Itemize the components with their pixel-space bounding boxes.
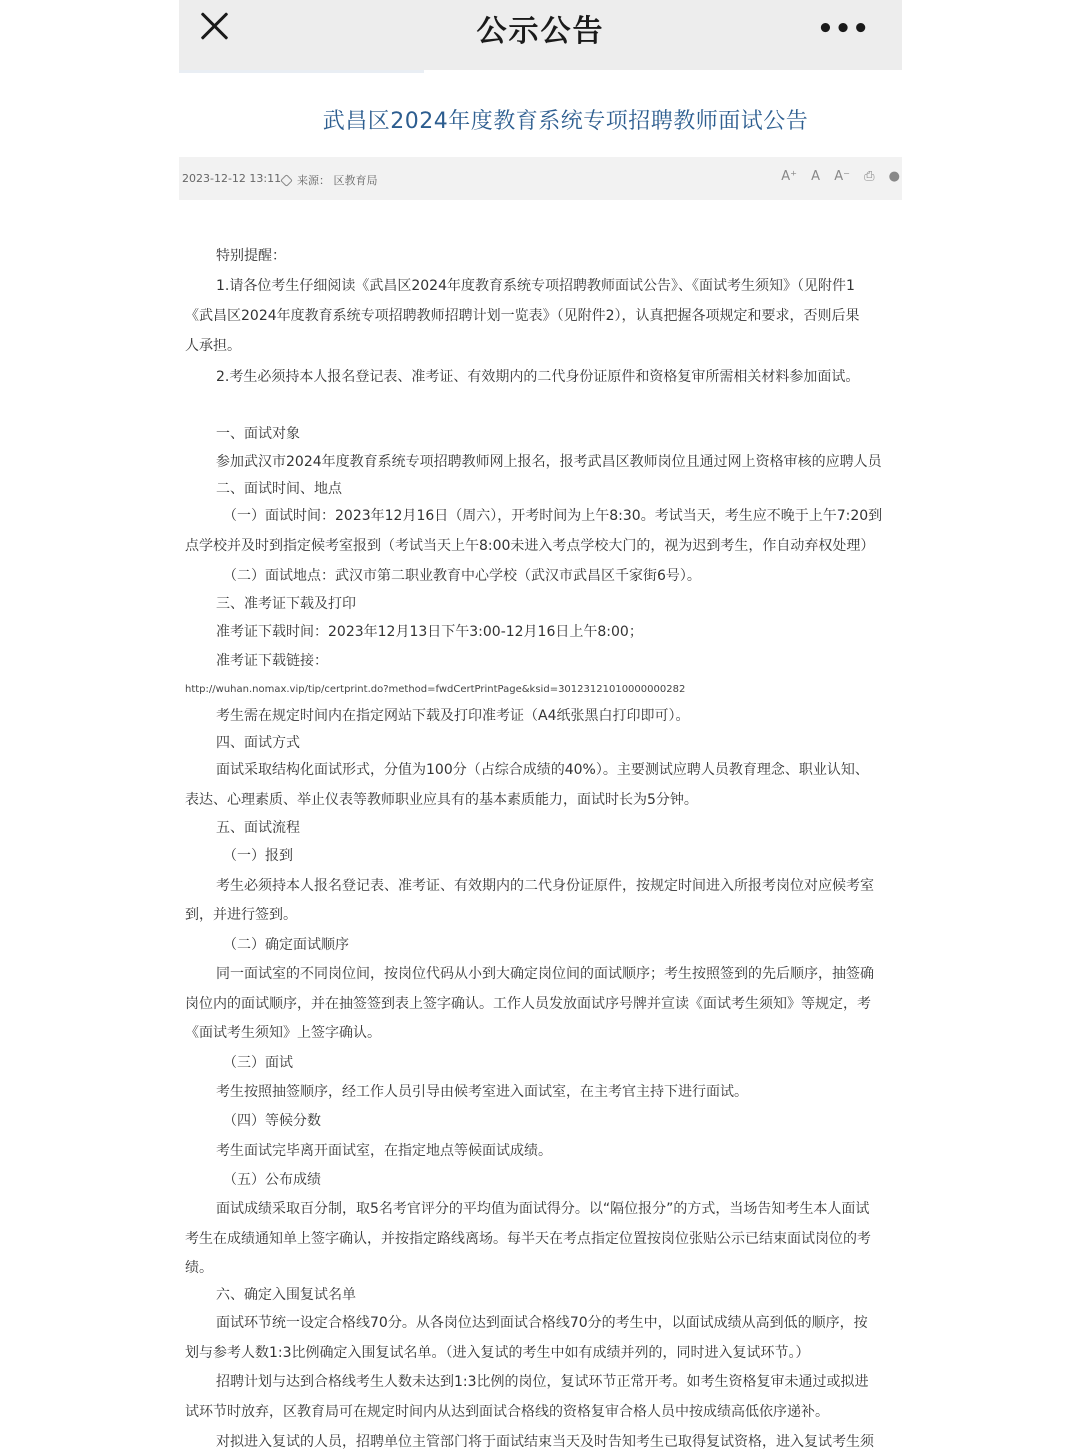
download-link[interactable]: http://wuhan.nomax.vip/tip/certprint.do?method=fwdCertPrintPage&ksid=30123121010000000282 [185, 684, 686, 695]
sub-heading: （二）确定面试顺序 [223, 937, 349, 953]
paragraph: 参加武汉市2024年度教育系统专项招聘教师网上报名，报考武昌区教师岗位且通过网上资格审核的应聘人员 [216, 454, 882, 470]
sub-heading: （一）报到 [223, 848, 293, 864]
paragraph: 面试成绩采取百分制，取5名考官评分的平均值为面试得分。以“隔位报分”的方式，当场告知考生本人面试 [216, 1201, 870, 1217]
paragraph: 招聘计划与达到合格线考生人数未达到1:3比例的岗位，复试环节正常开考。如考生资格复审未通过或拟进 [216, 1374, 869, 1390]
paragraph: （一）面试时间：2023年12月16日（周六），开考时间为上午8:30。考试当天，考生应不晚于上午7:20到 [223, 508, 883, 524]
paragraph: 面试环节统一设定合格线70分。从各岗位达到面试合格线70分的考生中，以面试成绩从高到低的顺序，按 [216, 1315, 868, 1331]
top-navigation-bar [179, 0, 902, 70]
source-label: 来源： [297, 174, 330, 187]
font-default-icon[interactable]: A [811, 169, 821, 184]
loading-progress-bar [179, 70, 424, 73]
article-meta-bar [179, 157, 902, 200]
section-heading: 四、面试方式 [216, 735, 300, 751]
print-icon[interactable]: ⎙ [864, 169, 875, 184]
paragraph: 2.考生必须持本人报名登记表、准考证、有效期内的二代身份证原件和资格复审所需相关材料参加面试。 [216, 369, 860, 385]
paragraph: （二）面试地点：武汉市第二职业教育中心学校（武汉市武昌区千家街6号）。 [223, 568, 701, 584]
section-heading: 六、确定入围复试名单 [216, 1287, 356, 1303]
sub-heading: （四）等候分数 [223, 1113, 321, 1129]
page-title: 公示公告 [476, 14, 605, 49]
source-name: 区教育局 [333, 174, 378, 187]
paragraph: 考生按照抽签顺序，经工作人员引导由候考室进入面试室，在主考官主持下进行面试。 [216, 1084, 748, 1100]
paragraph: 《武昌区2024年度教育系统专项招聘教师招聘计划一览表》（见附件2），认真把握各项规定和要求，否则后果 [185, 308, 860, 324]
paragraph: 准考证下载链接： [216, 653, 328, 669]
section-heading: 一、面试对象 [216, 426, 300, 442]
paragraph: 考生需在规定时间内在指定网站下载及打印准考证（A4纸张黑白打印即可）。 [216, 708, 690, 724]
sub-heading: （三）面试 [223, 1055, 293, 1071]
phone-screen [179, 0, 902, 1450]
paragraph: 表达、心理素质、举止仪表等教师职业应具有的基本素质能力，面试时长为5分钟。 [185, 792, 698, 808]
paragraph: 同一面试室的不同岗位间，按岗位代码从小到大确定岗位间的面试顺序；考生按照签到的先后顺序，抽签确 [216, 966, 874, 982]
paperclip-icon [280, 174, 293, 187]
publish-date: 2023-12-12 13:11 [182, 172, 282, 185]
wechat-share-icon[interactable]: ● [888, 169, 900, 184]
paragraph: 人承担。 [185, 338, 241, 354]
paragraph: 特别提醒： [216, 248, 286, 264]
paragraph: 到，并进行签到。 [185, 907, 297, 923]
paragraph: 《面试考生须知》上签字确认。 [185, 1025, 381, 1041]
paragraph: 试环节时放弃，区教育局可在规定时间内从达到面试合格线的资格复审合格人员中按成绩高低依序递补。 [185, 1404, 829, 1420]
paragraph: 划与参考人数1:3比例确定入围复试名单。（进入复试的考生中如有成绩并列的，同时进入复试环节。） [185, 1345, 810, 1361]
paragraph: 考生必须持本人报名登记表、准考证、有效期内的二代身份证原件，按规定时间进入所报考岗位对应候考室 [216, 878, 874, 894]
paragraph: 面试采取结构化面试形式，分值为100分（占综合成绩的40%）。主要测试应聘人员教育理念、职业认知、 [216, 762, 869, 778]
font-decrease-icon[interactable]: A⁻ [834, 169, 850, 184]
section-heading: 五、面试流程 [216, 820, 300, 836]
sub-heading: （五）公布成绩 [223, 1172, 321, 1188]
paragraph: 对拟进入复试的人员，招聘单位主管部门将于面试结束当天及时告知考生已取得复试资格，进入复试考生须 [216, 1434, 874, 1450]
paragraph: 1.请各位考生仔细阅读《武昌区2024年度教育系统专项招聘教师面试公告》、《面试考生须知》（见附件1 [216, 278, 855, 294]
paragraph: 准考证下载时间：2023年12月13日下午3:00-12月16日上午8:00； [216, 624, 643, 640]
font-increase-icon[interactable]: A⁺ [781, 169, 798, 184]
paragraph: 岗位内的面试顺序，并在抽签签到表上签字确认。工作人员发放面试序号牌并宣读《面试考生须知》等规定，考 [185, 996, 871, 1012]
section-heading: 三、准考证下载及打印 [216, 596, 356, 612]
paragraph: 绩。 [185, 1260, 213, 1276]
source-info [282, 172, 378, 188]
paragraph: 考生面试完毕离开面试室，在指定地点等候面试成绩。 [216, 1143, 552, 1159]
paragraph: 点学校并及时到指定候考室报到（考试当天上午8:00未进入考点学校大门的，视为迟到考生，作自动弃权处理） [185, 538, 875, 554]
article-headline: 武昌区2024年度教育系统专项招聘教师面试公告 [322, 109, 809, 134]
article-tools [771, 169, 900, 184]
more-options-icon[interactable]: ••• [817, 14, 870, 44]
section-heading: 二、面试时间、地点 [216, 481, 342, 497]
paragraph: 考生在成绩通知单上签字确认，并按指定路线离场。每半天在考点指定位置按岗位张贴公示已结束面试岗位的考 [185, 1231, 871, 1247]
